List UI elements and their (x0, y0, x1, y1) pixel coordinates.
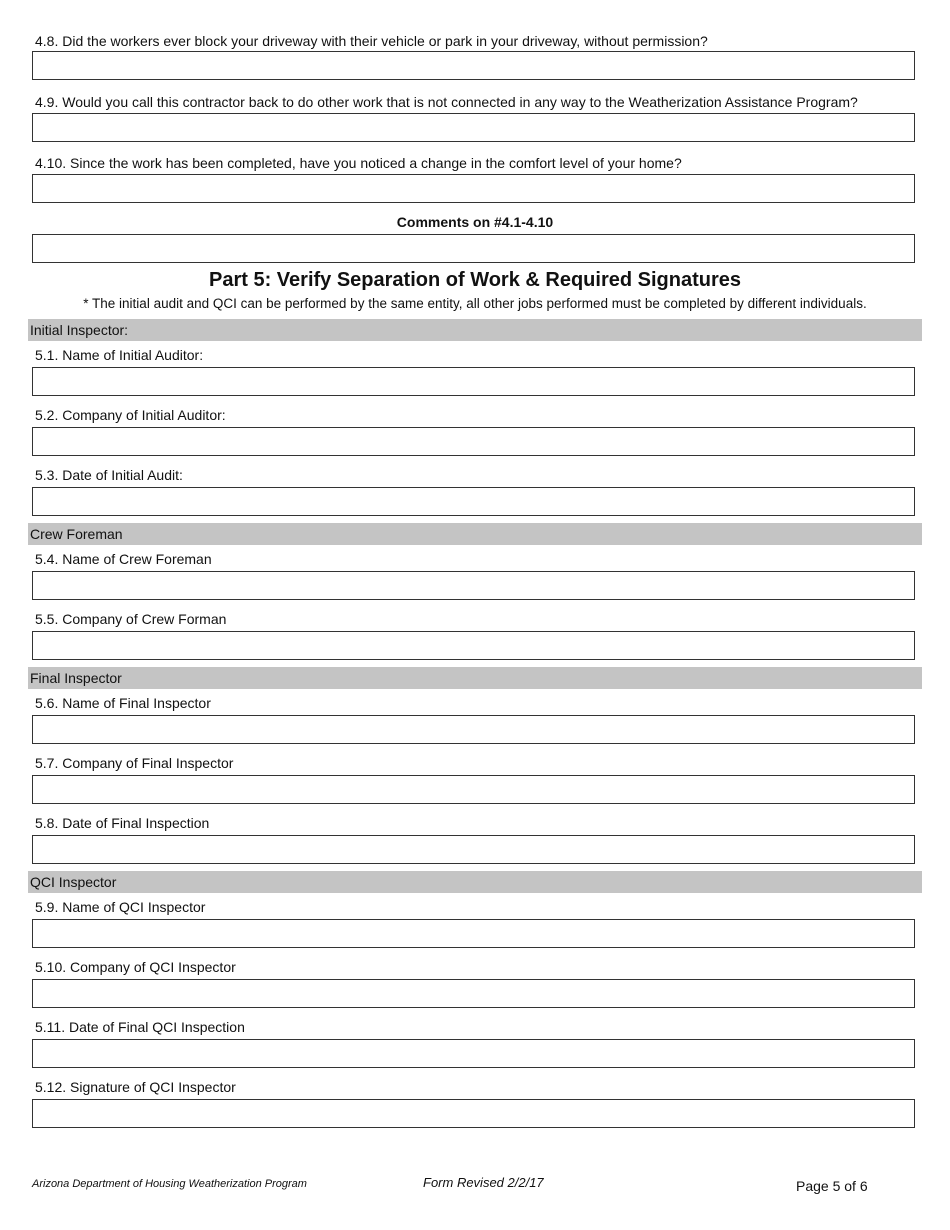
field-5-2-box[interactable] (32, 427, 915, 456)
question-4-8-field[interactable] (32, 51, 915, 80)
section-final-inspector-header: Final Inspector (28, 667, 922, 689)
field-5-11-box[interactable] (32, 1039, 915, 1068)
field-5-1-box[interactable] (32, 367, 915, 396)
part5-note: * The initial audit and QCI can be performed by the same entity, all other jobs performed must be completed by different individuals. (83, 296, 867, 311)
field-5-7-box[interactable] (32, 775, 915, 804)
initial-auditor-name-input[interactable] (33, 368, 914, 395)
qci-inspection-date-input[interactable] (33, 1040, 914, 1067)
crew-foreman-company-input[interactable] (33, 632, 914, 659)
qci-inspector-signature-input[interactable] (33, 1100, 914, 1127)
footer-organization: Arizona Department of Housing Weatherization Program (32, 1178, 307, 1190)
question-4-8-label: 4.8. Did the workers ever block your driveway with their vehicle or park in your driveway, without permission? (35, 33, 708, 49)
qci-inspector-name-input[interactable] (33, 920, 914, 947)
field-5-12-box[interactable] (32, 1099, 915, 1128)
section-crew-foreman-header: Crew Foreman (28, 523, 922, 545)
section-qci-inspector-header: QCI Inspector (28, 871, 922, 893)
comments-title: Comments on #4.1-4.10 (396, 214, 554, 230)
field-5-4-box[interactable] (32, 571, 915, 600)
field-5-1-label: 5.1. Name of Initial Auditor: (35, 347, 204, 363)
field-5-8-label: 5.8. Date of Final Inspection (35, 815, 210, 831)
field-5-11-label: 5.11. Date of Final QCI Inspection (35, 1019, 245, 1035)
part5-title: Part 5: Verify Separation of Work & Required Signatures (209, 269, 741, 291)
comments-input[interactable] (33, 235, 914, 262)
comments-field[interactable] (32, 234, 915, 263)
footer-page-number: Page 5 of 6 (796, 1178, 868, 1194)
field-5-9-label: 5.9. Name of QCI Inspector (35, 899, 206, 915)
field-5-5-box[interactable] (32, 631, 915, 660)
initial-audit-date-input[interactable] (33, 488, 914, 515)
question-4-8-input[interactable] (33, 52, 914, 79)
field-5-2-label: 5.2. Company of Initial Auditor: (35, 407, 226, 423)
field-5-10-box[interactable] (32, 979, 915, 1008)
footer-revision: Form Revised 2/2/17 (423, 1175, 544, 1190)
field-5-8-box[interactable] (32, 835, 915, 864)
section-initial-inspector-header: Initial Inspector: (28, 319, 922, 341)
field-5-7-label: 5.7. Company of Final Inspector (35, 755, 234, 771)
question-4-10-input[interactable] (33, 175, 914, 202)
field-5-6-label: 5.6. Name of Final Inspector (35, 695, 211, 711)
qci-inspector-company-input[interactable] (33, 980, 914, 1007)
field-5-5-label: 5.5. Company of Crew Forman (35, 611, 227, 627)
field-5-10-label: 5.10. Company of QCI Inspector (35, 959, 236, 975)
field-5-12-label: 5.12. Signature of QCI Inspector (35, 1079, 236, 1095)
field-5-3-label: 5.3. Date of Initial Audit: (35, 467, 183, 483)
question-4-9-label: 4.9. Would you call this contractor back to do other work that is not connected in any way to the Weatherization Assistance Program? (35, 94, 858, 110)
final-inspector-company-input[interactable] (33, 776, 914, 803)
field-5-6-box[interactable] (32, 715, 915, 744)
final-inspector-name-input[interactable] (33, 716, 914, 743)
field-5-4-label: 5.4. Name of Crew Foreman (35, 551, 212, 567)
field-5-9-box[interactable] (32, 919, 915, 948)
crew-foreman-name-input[interactable] (33, 572, 914, 599)
question-4-10-field[interactable] (32, 174, 915, 203)
final-inspection-date-input[interactable] (33, 836, 914, 863)
field-5-3-box[interactable] (32, 487, 915, 516)
initial-auditor-company-input[interactable] (33, 428, 914, 455)
question-4-9-field[interactable] (32, 113, 915, 142)
question-4-9-input[interactable] (33, 114, 914, 141)
question-4-10-label: 4.10. Since the work has been completed, have you noticed a change in the comfort level of your home? (35, 155, 682, 171)
